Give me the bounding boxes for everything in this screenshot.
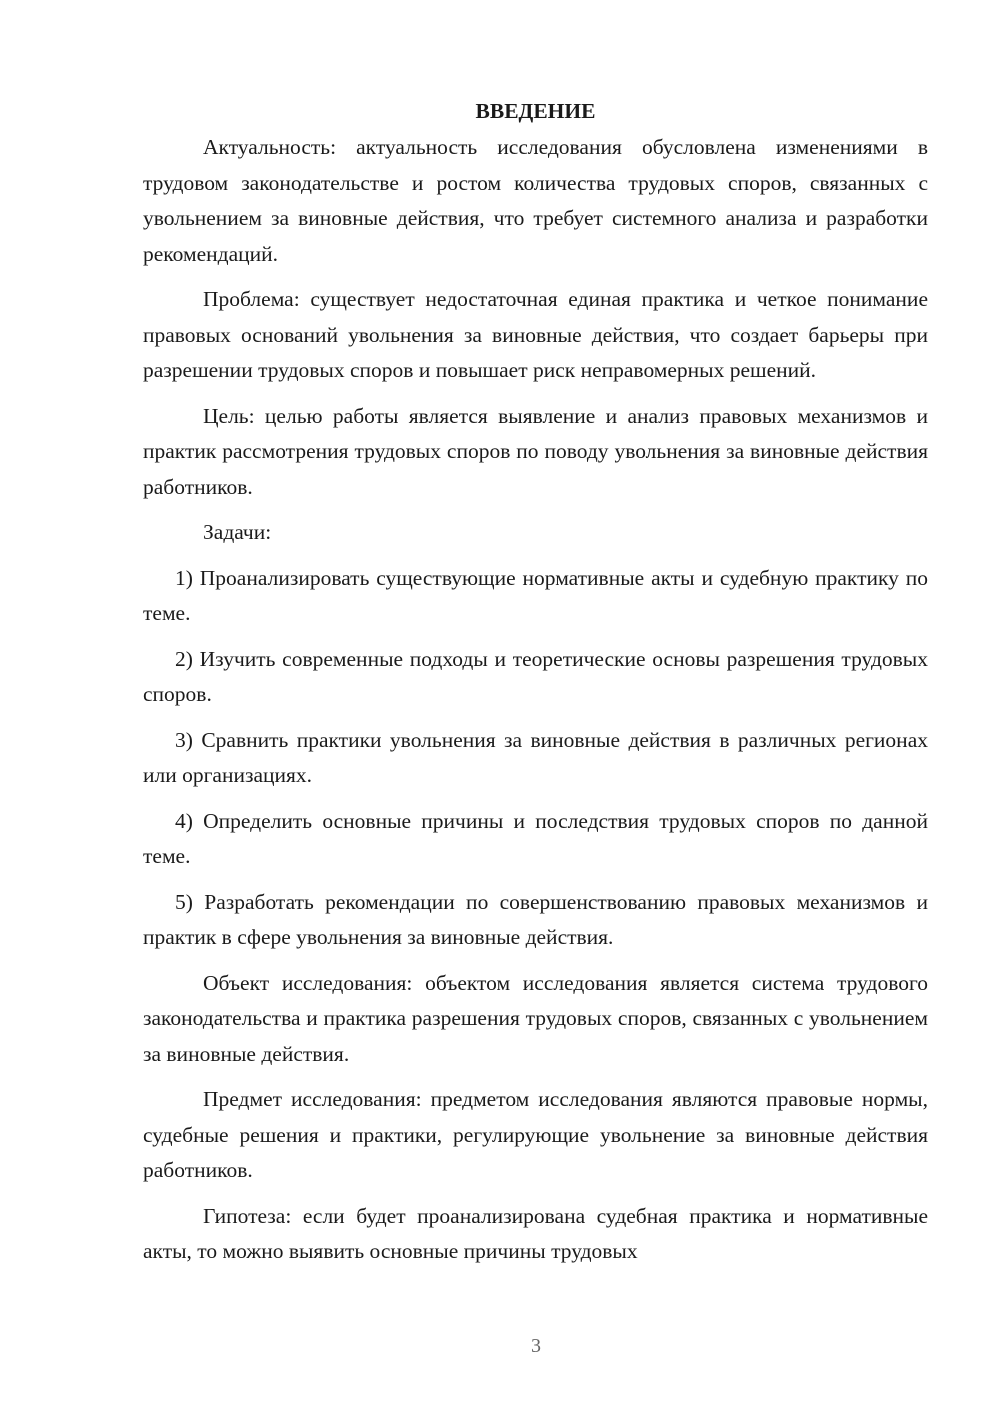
list-item-task-5: 5) Разработать рекомендации по совершенствованию правовых механизмов и практик в сфере увольнения за виновные действия. xyxy=(143,889,928,949)
paragraph-object: Объект исследования: объектом исследования является система трудового законодательства и практика разрешения трудовых споров, связанных с увольнением за виновные действия. xyxy=(143,970,928,1066)
paragraph-goal: Цель: целью работы является выявление и анализ правовых механизмов и практик рассмотрения трудовых споров по поводу увольнения за виновные действия работников. xyxy=(143,403,928,499)
list-item-task-1: 1) Проанализировать существующие нормативные акты и судебную практику по теме. xyxy=(143,565,928,625)
tasks-heading: Задачи: xyxy=(203,520,272,544)
paragraph-hypothesis: Гипотеза: если будет проанализирована судебная практика и нормативные акты, то можно выявить основные причины трудовых xyxy=(143,1203,928,1263)
list-item-task-2: 2) Изучить современные подходы и теоретические основы разрешения трудовых споров. xyxy=(143,646,928,706)
list-item-task-3: 3) Сравнить практики увольнения за виновные действия в различных регионах или организациях. xyxy=(143,727,928,787)
paragraph-subject: Предмет исследования: предметом исследования являются правовые нормы, судебные решения и практики, регулирующие увольнение за виновные действия работников. xyxy=(143,1087,928,1182)
page-number: 3 xyxy=(531,1335,541,1357)
page-title: ВВЕДЕНИЕ xyxy=(475,99,596,123)
list-item-task-4: 4) Определить основные причины и последствия трудовых споров по данной теме. xyxy=(143,808,928,868)
paragraph-problem: Проблема: существует недостаточная единая практика и четкое понимание правовых оснований увольнения за виновные действия, что создает барьеры при разрешении трудовых споров и повышает риск неправомерных решений. xyxy=(143,287,928,382)
document-page xyxy=(143,96,928,1280)
paragraph-relevance: Актуальность: актуальность исследования обусловлена изменениями в трудовом законодательстве и ростом количества трудовых споров, связанных с увольнением за виновные действия, что требует системного анализа и разработки рекомендаций. xyxy=(143,135,928,266)
